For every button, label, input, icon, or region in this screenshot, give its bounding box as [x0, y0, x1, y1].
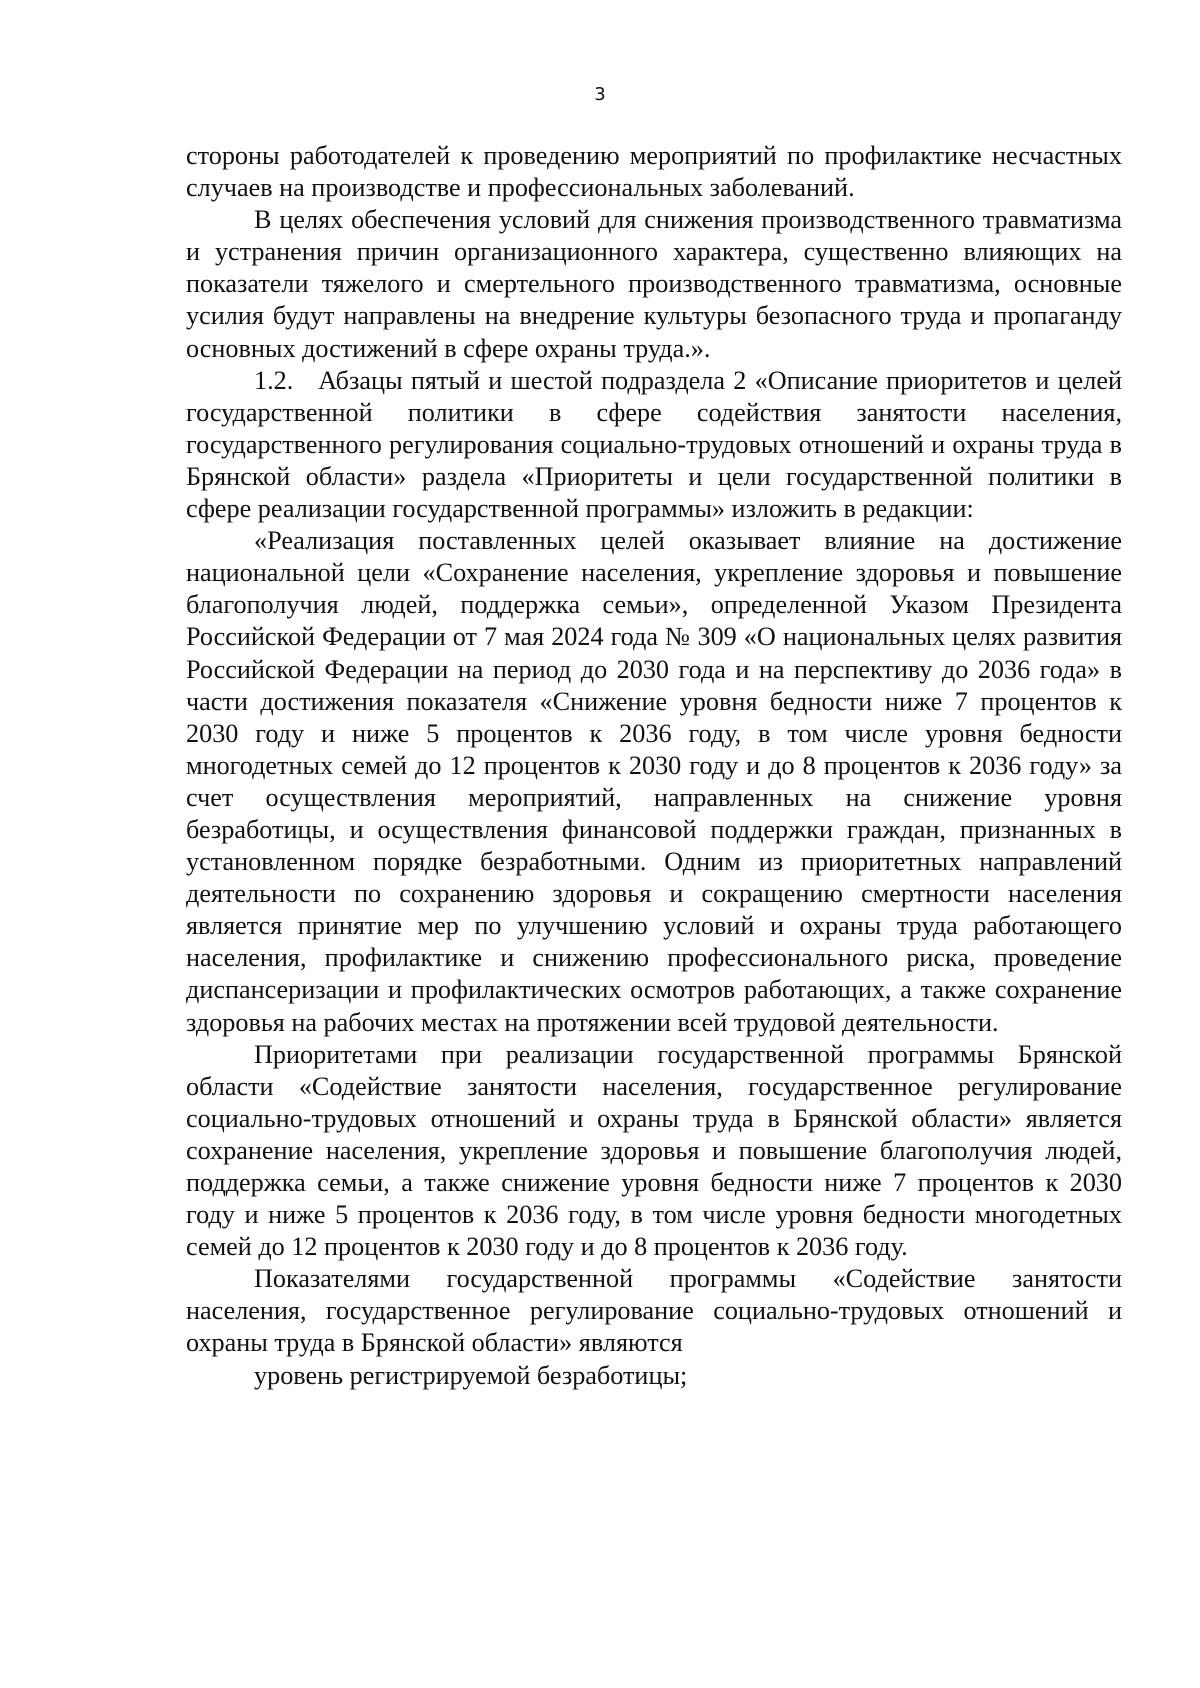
- page-number: 3: [594, 84, 606, 105]
- document-body: [186, 140, 1129, 1392]
- paragraph-continuation: стороны работодателей к проведению мероприятий по профилактике несчастных случаев на производстве и профессиональных заболеваний.: [186, 141, 1122, 203]
- paragraph-national-goal: «Реализация поставленных целей оказывает влияние на достижение национальной цели «Сохранение населения, укрепление здоровья и повышение благополучия людей, поддержка семьи», определенной Указом Президента Российской Федерации от 7 мая 2024 года № 309 «О национальных целях развития Российской Федерации на период до 2030 года и на перспективу до 2036 года» в части достижения показателя «Снижение уровня бедности ниже 7 процентов к 2030 году и ниже 5 процентов к 2036 году, в том числе уровня бедности многодетных семей до 12 процентов к 2030 году и до 8 процентов к 2036 году» за счет осуществления мероприятий, направленных на снижение уровня безработицы, и осуществления финансовой поддержки граждан, признанных в установленном порядке безработными. Одним из приоритетных направлений деятельности по сохранению здоровья и сокращению смертности населения является принятие мер по улучшению условий и охраны труда работающего населения, профилактике и снижению профессионального риска, проведение диспансеризации и профилактических осмотров работающих, а также сохранение здоровья на рабочих местах на протяжении всей трудовой деятельности.: [186, 526, 1122, 1037]
- paragraph-priorities: Приоритетами при реализации государственной программы Брянской области «Содействие занятости населения, государственное регулирование социально-трудовых отношений и охраны труда в Брянской области» является сохранение населения, укрепление здоровья и повышение благополучия людей, поддержка семьи, а также снижение уровня бедности ниже 7 процентов к 2030 году и ниже 5 процентов к 2036 году, в том числе уровня бедности многодетных семей до 12 процентов к 2030 году и до 8 процентов к 2036 году.: [186, 1039, 1122, 1262]
- paragraph-item-1-2: 1.2. Абзацы пятый и шестой подраздела 2 «Описание приоритетов и целей государственной политики в сфере содействия занятости населения, государственного регулирования социально-трудовых отношений и охраны труда в Брянской области» раздела «Приоритеты и цели государственной политики в сфере реализации государственной программы» изложить в редакции:: [186, 365, 1129, 524]
- paragraph-unemployment-level: уровень регистрируемой безработицы;: [254, 1360, 688, 1390]
- paragraph-indicators: Показателями государственной программы «Содействие занятости населения, государственное регулирование социально-трудовых отношений и охраны труда в Брянской области» являются: [186, 1264, 1122, 1358]
- paragraph-injury-prevention: В целях обеспечения условий для снижения производственного травматизма и устранения причин организационного характера, существенно влияющих на показатели тяжелого и смертельного производственного травматизма, основные усилия будут направлены на внедрение культуры безопасного труда и пропаганду основных достижений в сфере охраны труда.».: [186, 205, 1122, 363]
